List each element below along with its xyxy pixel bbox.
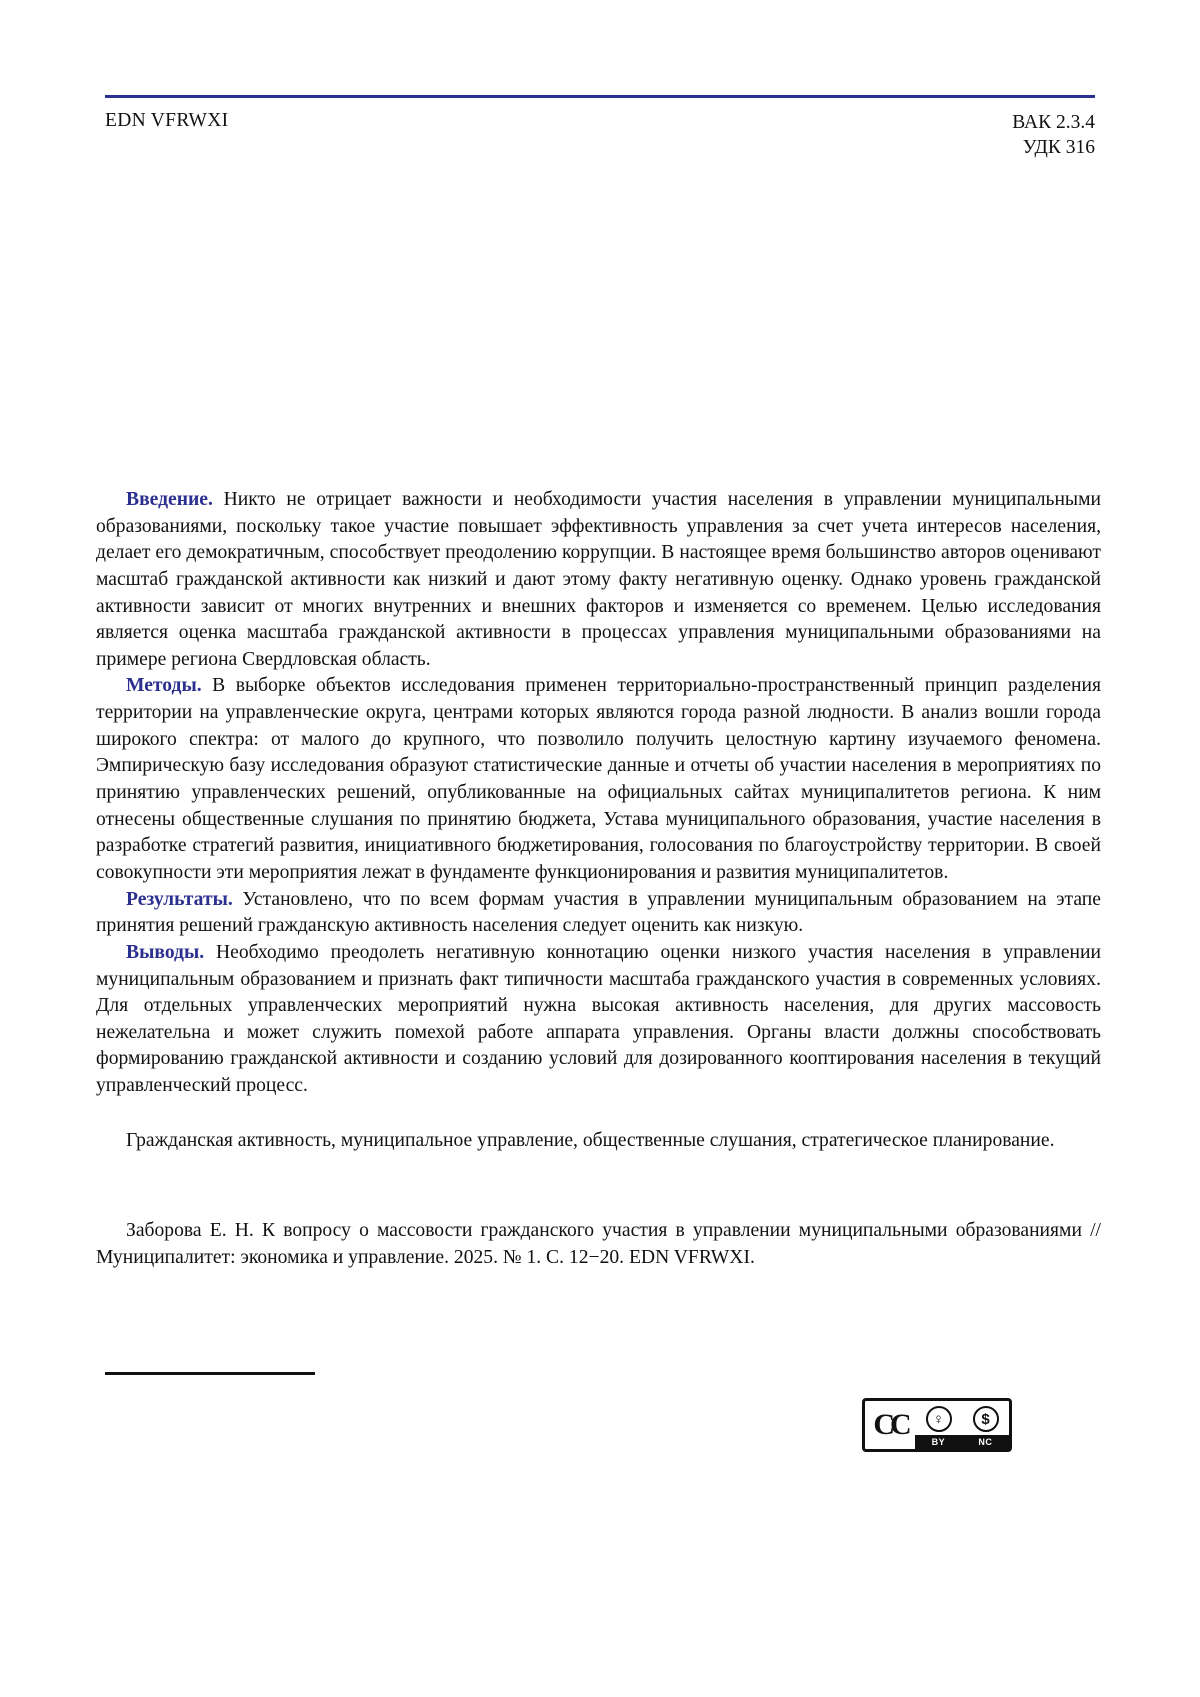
cc-mark-text: CC (873, 1408, 907, 1441)
keywords-section (96, 1128, 1101, 1155)
cc-icon-row (915, 1401, 1009, 1435)
page-header (105, 110, 1095, 161)
cc-by-label: BY (931, 1437, 946, 1447)
cc-terms (915, 1401, 1009, 1449)
cc-nc-icon: $ (973, 1406, 999, 1432)
cc-nc-label: NC (978, 1437, 993, 1447)
abstract-label-introduction: Введение. (126, 489, 213, 510)
creative-commons-badge (862, 1398, 1012, 1452)
edn-identifier: EDN VFRWXI (105, 110, 229, 131)
footnote-divider (105, 1372, 315, 1375)
vak-code: ВАК 2.3.4 (1012, 112, 1095, 133)
keywords-text: Гражданская активность, муниципальное управление, общественные слушания, стратегическое планирование. (126, 1130, 1055, 1151)
abstract-section (96, 487, 1101, 1100)
abstract-text-introduction: Никто не отрицает важности и необходимости участия населения в управлении муниципальными образованиями, поскольку такое участие повышает эффективность управления за счет учета интересов населения, делает его демократичным, способствует преодолению коррупции. В настоящее время большинство авторов оценивают масштаб гражданской активности как низкий и дают этому факту негативную оценку. Однако уровень гражданской активности зависит от многих внутренних и внешних факторов и изменяется со временем. Целью исследования является оценка масштаба гражданской активности в процессах управления муниципальными образованиями на примере региона Свердловская область. (96, 489, 1101, 670)
abstract-paragraph-methods (96, 673, 1101, 886)
abstract-paragraph-introduction (96, 487, 1101, 673)
abstract-text-conclusions: Необходимо преодолеть негативную коннотацию оценки низкого участия населения в управлении муниципальным образованием и признать факт типичности масштаба гражданского участия в современных условиях. Для отдельных управленческих мероприятий нужна высокая активность населения, для других массовость нежелательна и может служить помехой работе аппарата управления. Органы власти должны способствовать формированию гражданской активности и созданию условий для дозированного кооптирования населения в текущий управленческий процесс. (96, 941, 1101, 1097)
cc-label-row (915, 1435, 1009, 1449)
abstract-label-conclusions: Выводы. (126, 941, 205, 963)
cc-by-icon: ♀ (926, 1406, 952, 1432)
cc-logo-icon (865, 1401, 915, 1449)
classification-codes (1012, 110, 1095, 161)
abstract-text-methods: В выборке объектов исследования применен территориально-пространственный принцип разделения территории на управленческие округа, центрами которых являются города разной людности. В анализ вошли города широкого спектра: от малого до крупного, что позволило получить целостную картину изучаемого феномена. Эмпирическую базу исследования образуют статистические данные и отчеты об участии населения в мероприятиях по принятию управленческих решений, опубликованные на официальных сайтах муниципалитетов региона. К ним отнесены общественные слушания по принятию бюджета, Устава муниципального образования, участие населения в разработке стратегий развития, инициативного бюджетирования, голосования по благоустройству территории. В своей совокупности эти мероприятия лежат в фундаменте функционирования и развития муниципалитетов. (96, 675, 1101, 883)
abstract-paragraph-results (96, 887, 1101, 940)
citation-section (96, 1218, 1101, 1271)
udk-code: УДК 316 (1022, 137, 1095, 159)
header-divider (105, 95, 1095, 98)
abstract-label-methods: Методы. (126, 675, 202, 697)
abstract-paragraph-conclusions (96, 940, 1101, 1100)
citation-text: Заборова Е. Н. К вопросу о массовости гражданского участия в управлении муниципальными образованиями // Муниципалитет: экономика и управление. 2025. № 1. С. 12−20. EDN VFRWXI. (96, 1220, 1101, 1268)
abstract-label-results: Результаты. (126, 888, 233, 910)
abstract-text-results: Установлено, что по всем формам участия в управлении муниципальным образованием на этапе принятия решений гражданскую активность населения следует оценить как низкую. (96, 888, 1101, 937)
